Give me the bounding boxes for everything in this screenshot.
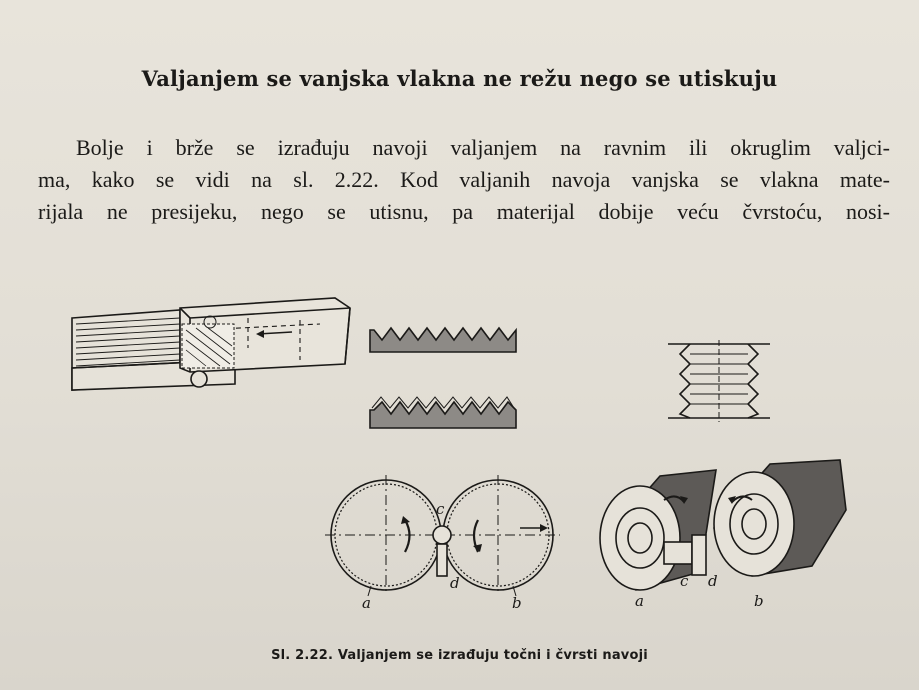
paragraph-line-1: Bolje i brže se izrađuju navoji valjanjem na ravnim ili okruglim valjci- [76, 135, 890, 160]
flat-die-drawing [72, 298, 350, 390]
paragraph-line-3: rijala ne presijeku, nego se utisnu, pa materijal dobije veću čvrstoću, nosi- [38, 199, 890, 224]
label-roller-b-pictorial: b [754, 592, 764, 610]
thread-rolling-figure [0, 280, 919, 650]
body-paragraph [38, 132, 890, 228]
label-support-d: d [450, 574, 460, 592]
label-roller-a: a [362, 594, 371, 612]
rolled-thread-detail [668, 340, 770, 422]
thread-profile-drawing [370, 328, 516, 428]
round-rollers-pictorial [600, 460, 846, 590]
label-support-d-pictorial: d [708, 572, 718, 590]
paragraph-line-2: ma, kako se vidi na sl. 2.22. Kod valjanih navoja vanjska se vlakna mate- [38, 167, 890, 192]
label-workpiece-c: c [436, 500, 445, 518]
round-rollers-schematic [325, 475, 560, 596]
label-roller-b: b [512, 594, 522, 612]
label-workpiece-c-pictorial: c [680, 572, 689, 590]
label-roller-a-pictorial: a [635, 592, 644, 610]
section-heading: Valjanjem se vanjska vlakna ne režu nego se utiskuju [141, 66, 778, 91]
figure-caption: Sl. 2.22. Valjanjem se izrađuju točni i čvrsti navoji [271, 648, 648, 663]
